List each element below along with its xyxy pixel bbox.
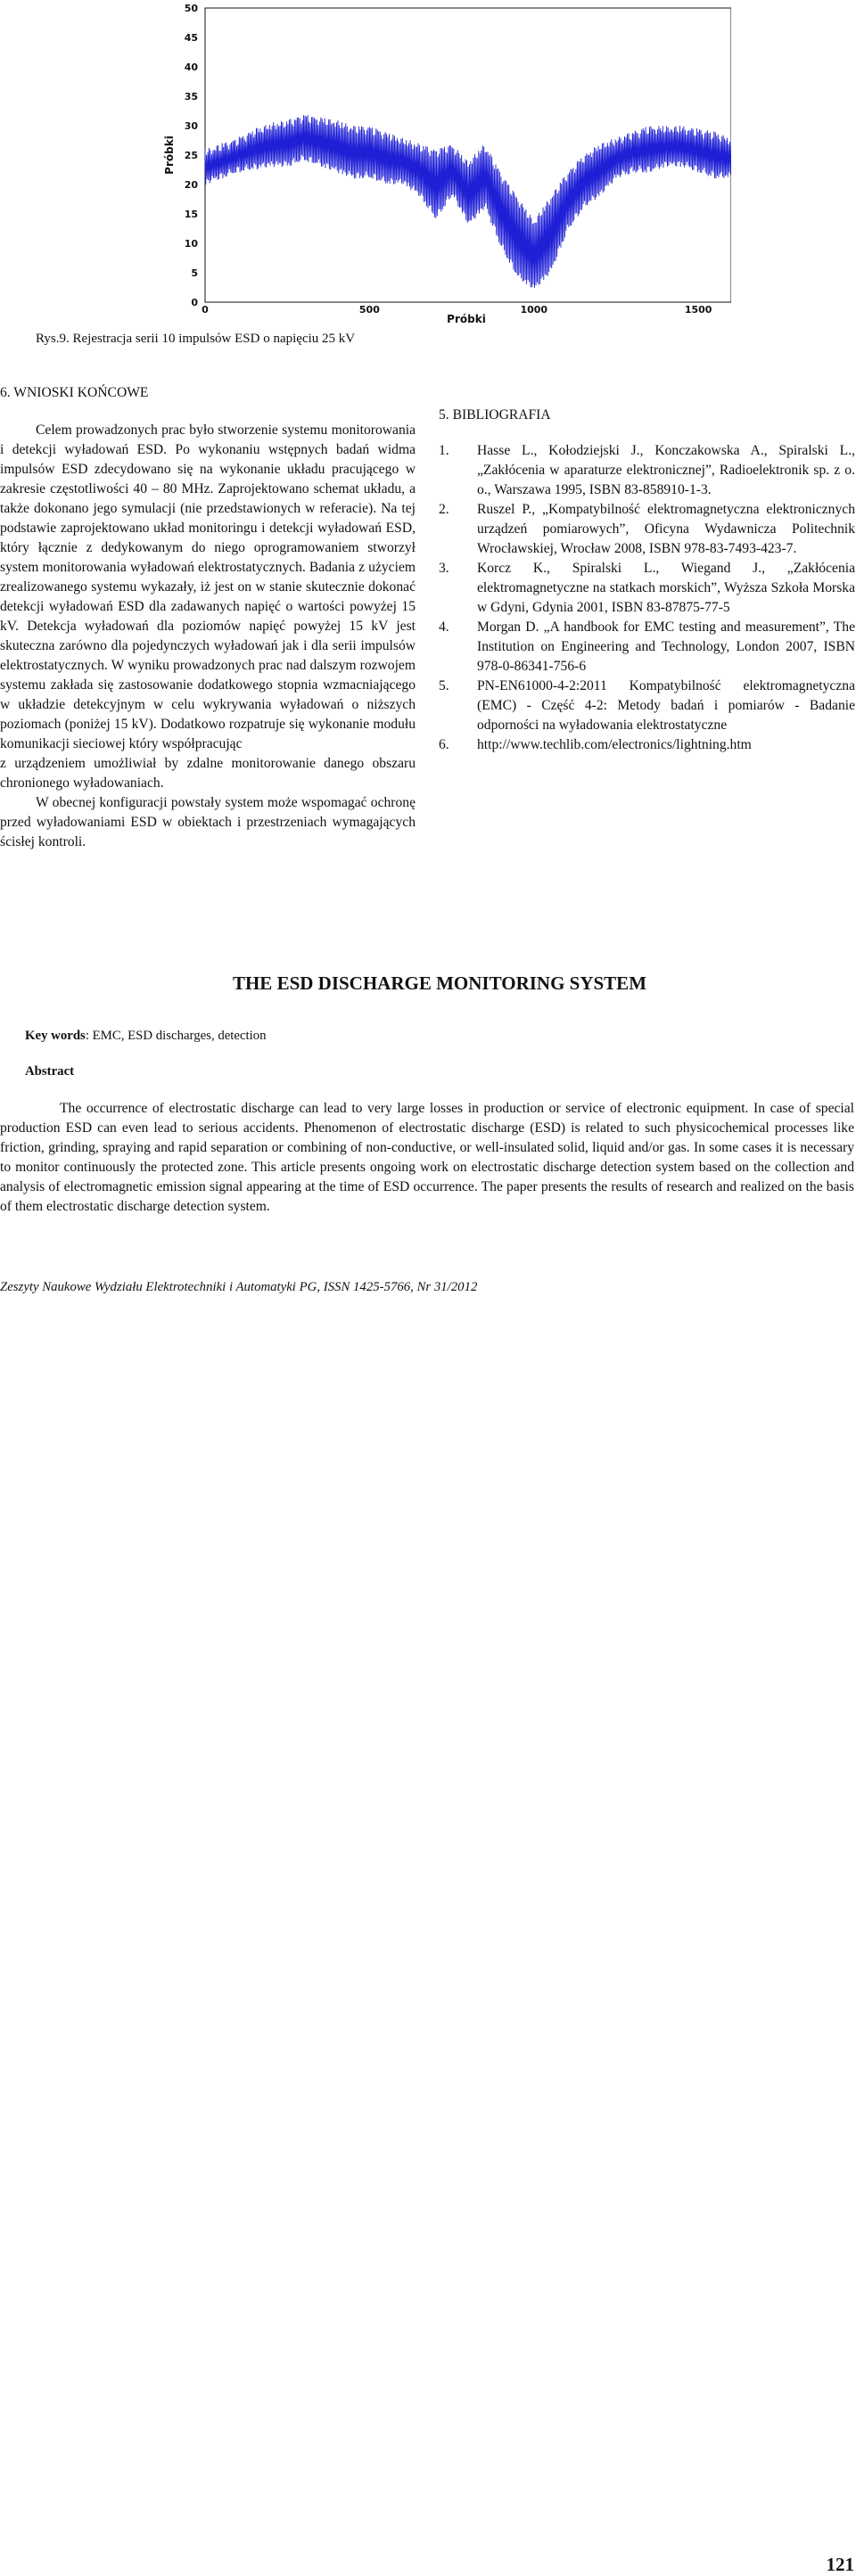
conclusions-paragraph-3: W obecnej konfiguracji powstały system może wspomagać ochronę przed wyładowaniami ESD w obiektach i przestrzeniach wymagających ścisłej kontroli. (0, 795, 416, 849)
y-tick-label: 10 (184, 238, 198, 250)
figure-caption: Rys.9. Rejestracja serii 10 impulsów ESD o napięciu 25 kV (36, 332, 356, 346)
y-tick-label: 20 (184, 179, 198, 191)
keywords-line (25, 1029, 267, 1044)
abstract-heading: Abstract (25, 1064, 75, 1079)
reference-number: 1. (439, 443, 449, 458)
section-heading-bibliography: 5. BIBLIOGRAFIA (439, 407, 551, 422)
x-tick-label: 500 (358, 304, 380, 316)
abstract-text: The occurrence of electrostatic discharge can lead to very large losses in production or service of electronic equipment. In case of special production ESD can even lead to serious accidents. Phenomenon of electrostatic discharge (ESD) is related to such physicochemical processes like friction, grinding, spraying and rapid separation or combining of non-conductive, or well-insulated solid, liquid and/or gas. In some cases it is necessary to monitor continuously the protected zone. This article presents ongoing work on electrostatic discharge detection system based on the collection and analysis of electromagnetic emission signal appearing at the time of ESD occurrence. The paper presents the results of research and realized on the basis of them electrostatic discharge detection system. (0, 1101, 854, 1214)
keywords-text: : EMC, ESD discharges, detection (85, 1029, 267, 1043)
reference-text: Morgan D. „A handbook for EMC testing and measurement”, The Institution on Engineering and Technology, London 2007, ISBN 978-0-86341-756-6 (477, 619, 855, 674)
y-tick-label: 0 (191, 297, 198, 308)
x-axis-label: Próbki (447, 313, 486, 325)
signal-line (205, 115, 731, 288)
journal-reference: Zeszyty Naukowe Wydziału Elektrotechniki i Automatyki PG, ISSN 1425-5766, Nr 31/2012 (0, 1280, 478, 1294)
reference-number: 5. (439, 678, 449, 693)
y-tick-label: 45 (184, 32, 198, 44)
y-tick-label: 15 (184, 209, 198, 220)
section-heading-conclusions: 6. WNIOSKI KOŃCOWE (0, 385, 149, 400)
y-tick-label: 5 (191, 267, 198, 279)
page-footer (0, 1280, 856, 2575)
page-number: 121 (826, 2554, 854, 2575)
conclusions-paragraph-2: z urządzeniem umożliwiał by zdalne monitorowanie danego obszaru chronionego wyładowaniach. (0, 756, 416, 791)
reference-number: 4. (439, 619, 449, 635)
reference-text: Korcz K., Spiralski L., Wiegand J., „Zakłócenia elektromagnetyczne na statkach morskich”, Wyższa Szkoła Morska w Gdyni, Gdynia 2001, ISBN 83-87875-77-5 (477, 561, 855, 615)
y-tick-label: 25 (184, 150, 198, 161)
reference-link[interactable]: http://www.techlib.com/electronics/lightning.htm (477, 737, 752, 752)
y-tick-label: 50 (184, 3, 198, 14)
y-tick-label: 35 (184, 91, 198, 103)
y-tick-label: 30 (184, 120, 198, 132)
reference-text: Hasse L., Kołodziejski J., Konczakowska A., Spiralski L., „Zakłócenia w aparaturze elektronicznej”, Radioelektronik sp. z o. o., Warszawa 1995, ISBN 83-858910-1-3. (477, 443, 855, 497)
reference-number: 2. (439, 502, 449, 517)
y-tick-label: 40 (184, 62, 198, 73)
x-tick-label: 0 (202, 304, 209, 316)
series-signal (205, 115, 731, 288)
reference-item[interactable] (439, 735, 855, 755)
reference-number: 3. (439, 561, 449, 576)
conclusions-paragraph-1: Celem prowadzonych prac było stworzenie systemu monitorowania i detekcji wyładowań ESD. Po wykonaniu wstępnych badań widma impulsów ESD zdecydowano się na wykonanie układu pracującego w zakresie częstotliwości 40 – 80 MHz. Zaprojektowano schemat układu, a także dokonano jego symulacji (nie przedstawionych w referacie). Na tej podstawie zaprojektowano układ monitoringu i detekcji wyładowań ESD, który łącznie z dedykowanym do niego oprogramowaniem stworzył system monitorowania wyładowań elektrostatycznych. Badania z użyciem zrealizowanego systemu wykazały, iż jest on w stanie skutecznie dokonać detekcji wyładowań ESD dla zadawanych napięć o wartości powyżej 15 kV. Detekcja wyładowań dla poziomów napięć powyżej 15 kV jest skuteczna zarówno dla pojedynczych wyładowań jak i dla serii impulsów elektrostatycznych. W wyniku prowadzonych prac nad dalszym rozwojem systemu zakłada się zastosowanie dodatkowego stopnia wzmacniającego w układzie detekcyjnym w celu wykrywania wyładowań o niższych poziomach (poniżej 15 kV). Dodatkowo rozpatruje się wykonanie modułu komunikacji sieciowej który współpracując (0, 422, 416, 751)
y-axis-label: Próbki (163, 135, 176, 175)
reference-item (439, 441, 855, 500)
reference-list (439, 441, 855, 755)
english-title: THE ESD DISCHARGE MONITORING SYSTEM (232, 972, 647, 994)
x-tick-label: 1500 (684, 304, 712, 316)
reference-number: 6. (439, 737, 449, 752)
left-column (0, 383, 416, 852)
reference-item (439, 559, 855, 618)
reference-item (439, 677, 855, 735)
x-tick-label: 1000 (520, 304, 548, 316)
keywords-label: Key words (25, 1029, 86, 1043)
right-column (439, 406, 855, 755)
reference-text: PN-EN61000-4-2:2011 Kompatybilność elektromagnetyczna (EMC) - Część 4-2: Metody badań i pomiarów - Badanie odporności na wyładowania elektrostatyczne (477, 678, 855, 733)
reference-item (439, 618, 855, 677)
y-axis-ticks (185, 3, 199, 308)
reference-text: Ruszel P., „Kompatybilność elektromagnetyczna elektronicznych urządzeń pomiarowych”, Oficyna Wydawnicza Politechnik Wrocławskiej, Wrocław 2008, ISBN 978-83-7493-423-7. (477, 502, 855, 556)
reference-item (439, 500, 855, 559)
esd-chart (160, 0, 731, 330)
